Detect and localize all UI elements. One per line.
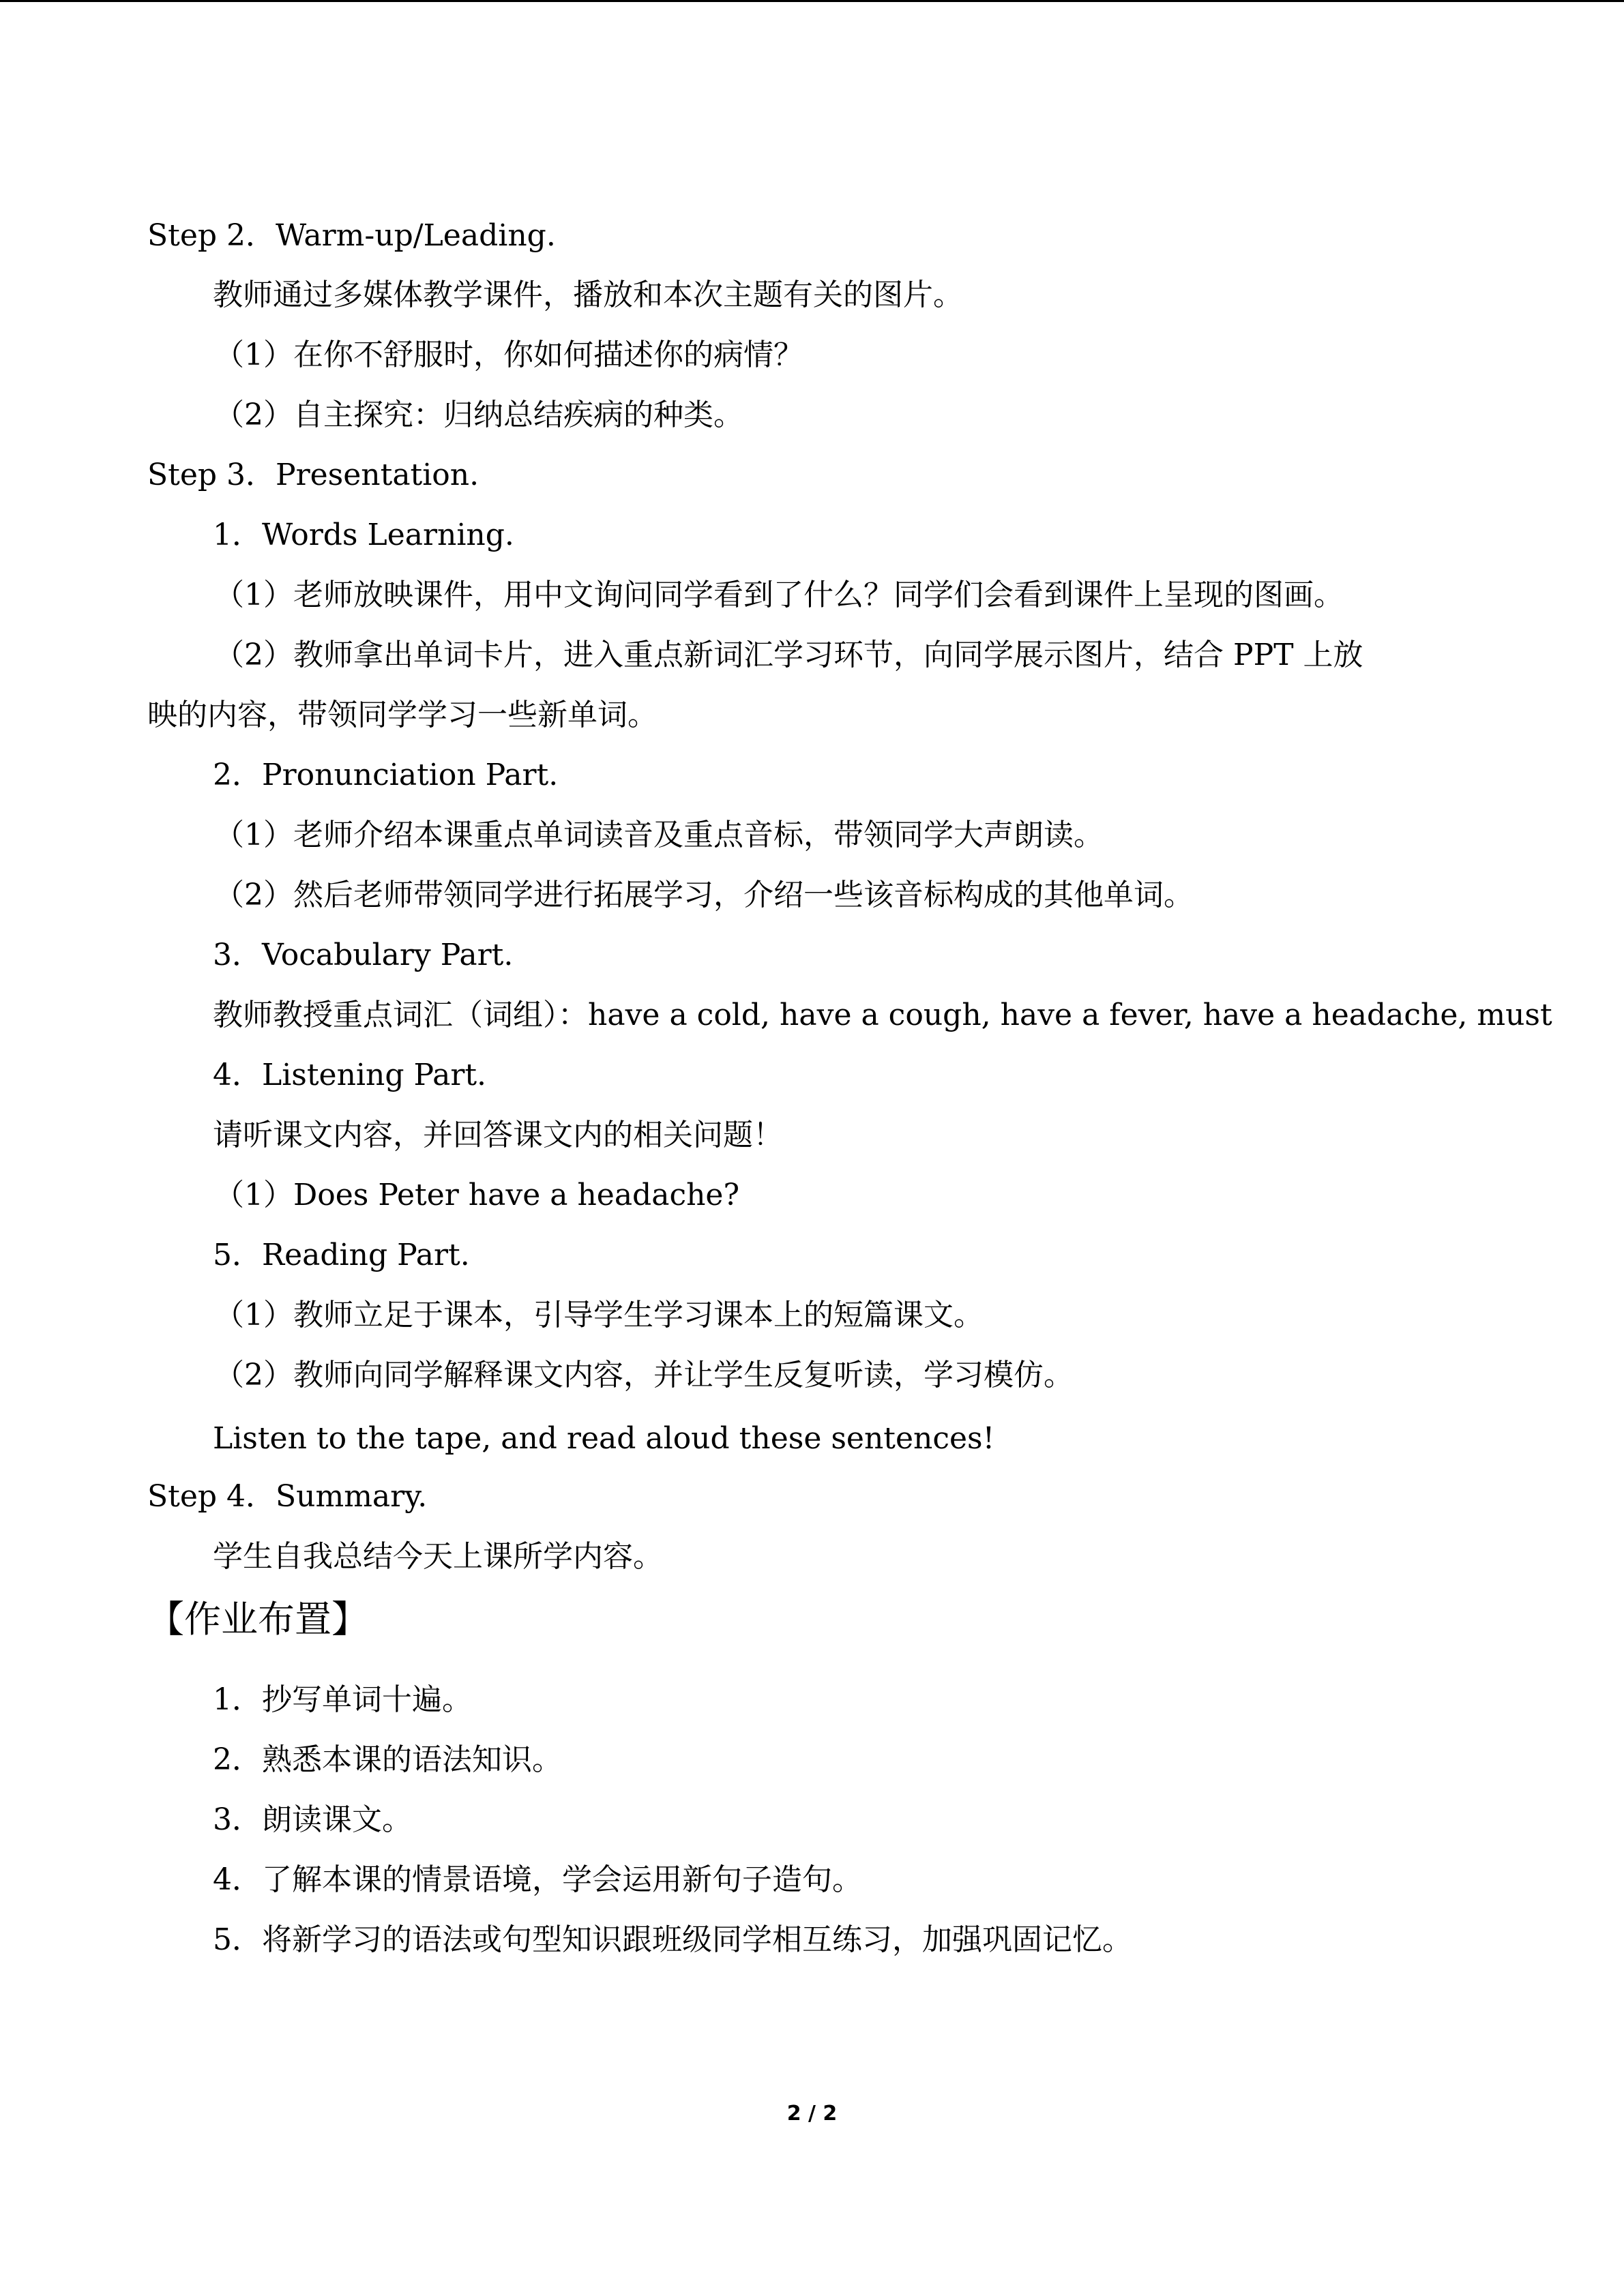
paragraph-line: （1）在你不舒服时，你如何描述你的病情？ [214,338,803,372]
homework-item: 3．朗读课文。 [213,1802,412,1837]
subsection-title: 1．Words Learning. [213,518,514,552]
homework-item: 5．将新学习的语法或句型知识跟班级同学相互练习，加强巩固记忆。 [213,1922,1132,1957]
paragraph-line: （1）教师立足于课本，引导学生学习课本上的短篇课文。 [214,1298,984,1332]
paragraph-line: （1）老师介绍本课重点单词读音及重点音标，带领同学大声朗读。 [214,818,1104,852]
homework-item: 4．了解本课的情景语境，学会运用新句子造句。 [213,1862,862,1897]
paragraph-line: （1）老师放映课件，用中文询问同学看到了什么？同学们会看到课件上呈现的图画。 [214,578,1344,612]
paragraph-line: （2）自主探究：归纳总结疾病的种类。 [214,398,743,432]
homework-heading: 【作业布置】 [147,1598,368,1641]
subsection-title: 4．Listening Part. [213,1058,487,1092]
step-2-heading: Step 2．Warm-up/Leading. [147,218,556,253]
paragraph-line: 请听课文内容，并回答课文内的相关问题！ [213,1118,783,1152]
paragraph-line: （1）Does Peter have a headache? [214,1178,740,1212]
step-3-heading: Step 3．Presentation. [147,458,479,492]
paragraph-line: 映的内容，带领同学学习一些新单词。 [147,698,658,732]
paragraph-line: 教师教授重点词汇（词组）：have a cold, have a cough, have a fever, have a headache, must [213,998,1552,1032]
paragraph-line: （2）然后老师带领同学进行拓展学习，介绍一些该音标构成的其他单词。 [214,878,1194,912]
subsection-title: 3．Vocabulary Part. [213,938,514,972]
paragraph-line: （2）教师拿出单词卡片，进入重点新词汇学习环节，向同学展示图片，结合 PPT 上放 [214,638,1363,672]
paragraph-line: 教师通过多媒体教学课件，播放和本次主题有关的图片。 [213,278,963,312]
homework-item: 2．熟悉本课的语法知识。 [213,1742,562,1777]
subsection-title: 5．Reading Part. [213,1238,470,1272]
paragraph-line: Listen to the tape, and read aloud these sentences! [213,1421,995,1456]
paragraph-line: （2）教师向同学解释课文内容，并让学生反复听读，学习模仿。 [214,1358,1074,1392]
step-4-heading: Step 4．Summary. [147,1479,428,1514]
paragraph-line: 学生自我总结今天上课所学内容。 [213,1539,663,1574]
homework-item: 1．抄写单词十遍。 [213,1682,472,1717]
subsection-title: 2．Pronunciation Part. [213,758,559,792]
page-number: 2 / 2 [786,2102,838,2126]
